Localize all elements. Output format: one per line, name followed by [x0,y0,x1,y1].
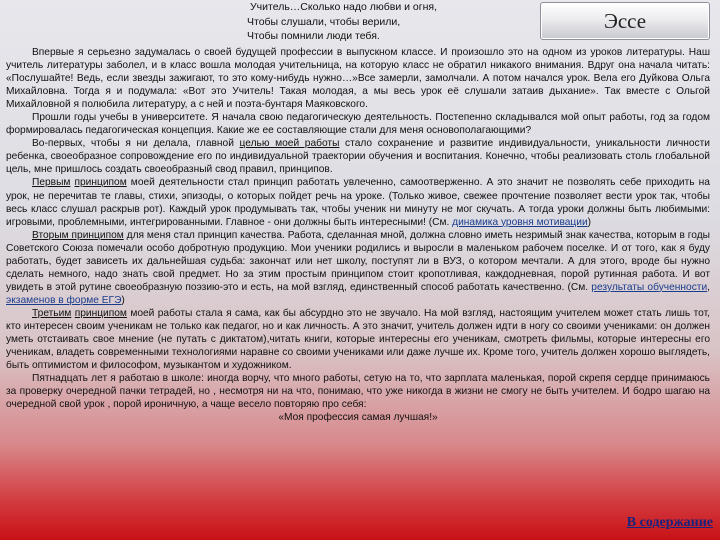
epigraph-line: Чтобы помнили люди тебя. [247,30,380,42]
paragraph-conclusion: Пятнадцать лет я работаю в школе: иногда ворчу, что много работы, сетую на то, что зарплата маленькая, порой скрепя сердце принимаюсь за проверку очередной пачки тетрадей, но , несмотря ни на что, понимаю, что уже никогда в жизни не смогу не быть учителем. И бодро шагаю на очередной свой урок , порой ироничную, а чаще весело повторяю про себя: [6,373,710,411]
epigraph [247,0,530,44]
table-of-contents-link[interactable]: В содержание [626,515,713,530]
learning-results-link[interactable]: результаты обученности [591,281,708,293]
essay-title-badge [540,2,710,40]
epigraph-line: Учитель…Сколько надо любви и огня, [250,1,438,13]
closing-quote: «Моя профессия самая лучшая!» [278,412,438,424]
paragraph-goal: Во-первых, чтобы я ни делала, главной целью моей работы стало сохранение и развитие индивидуальности, уникальности личности ребенка, своеобразное сопровождение его по индивидуальной траектории обучения и воспитания. Конечно, чтобы реализовать столь глобальной цель, мне пришлось создать своеобразный свод правил, принципов. [6,138,710,176]
essay-body [6,46,710,424]
ege-exam-results-link[interactable]: экзаменов в форме ЕГЭ [6,294,122,306]
paragraph-university: Прошли годы учебы в университете. Я начала свою педагогическую деятельность. Постепенно складывался мой опыт работы, год за годом формировалась педагогическая концепция. Какие же ее составляющие стали для меня основополагающими? [6,112,710,137]
essay-title: Эссе [603,9,647,33]
goal-highlight: целью моей работы [239,138,340,150]
epigraph-line: Чтобы слушали, чтобы верили, [247,15,401,28]
paragraph-third-principle: Третьим принципом моей работы стала я сама, как бы абсурдно это не звучало. На мой взгляд, настоящим учителем может стать лишь тот, кто интересен своим ученикам не только как педагог, но и как личность. А это значит, учитель должен идти в ногу со своими учениками: он должен уметь отстаивать свое мнение (не путать с диктатом),читать книги, которые интересны его ученикам, смотреть фильмы, которые интересны его ученикам, владеть современными технологиями наравне со своими учениками или даже лучше их. Кроме того, учитель должен хорошо выглядеть, быть оптимистом и философом, музыкантом и художником. [6,307,710,372]
motivation-dynamics-link[interactable]: динамика уровня мотивации [452,216,588,228]
paragraph-first-principle: Первым принципом моей деятельности стал принцип работать увлеченно, самоотверженно. А это значит не позволять себе приходить на урок, не перечитав те главы, стихи, эпизоды, о которых пойдет речь на уроке. (Только живое, свежее прочтение позволяет вести урок так, чтобы весь класс слушал раскрыв рот). Каждый урок продумывать так, чтобы ученик ни минуту не мог скучать. А тогда уроки должны быть любимыми: игровыми, проблемными, интегрированными. Главное - они должны быть интересными! (См. динамика уровня мотивации) [6,177,710,228]
paragraph-second-principle: Вторым принципом для меня стал принцип качества. Работа, сделанная мной, должна словно иметь незримый знак качества, которым в годы Советского Союза помечали особо добротную продукцию. Мои ученики родились и выросли в маленьком рабочем поселке. И от того, как я буду работать, будет зависеть их дальнейшая судьба: закончат или нет школу, поступят ли в ВУЗ, о котором мечтали. А для этого, вроде бы нужно сделать немного, надо знать свой предмет. Но за этим простым принципом стоит кропотливая, каждодневная, порой рутинная работа. И вот увидеть в этой рутине своеобразную поэзию-это и есть, на мой взгляд, единственный способ работать качественно. (См. результаты обученности, экзаменов в форме ЕГЭ) [6,229,710,306]
paragraph-intro: Впервые я серьезно задумалась о своей будущей профессии в выпускном классе. И произошло это на одном из уроков литературы. Наш учитель литературы заболел, и в класс вошла молодая учительница, на которую класс не обратил никакого внимания. Вдруг она начала читать: «Послушайте! Ведь, если звезды зажигают, то это кому-нибудь нужно…»Все замерли, замолчали. А потом начался урок. Вела его Дуйкова Ольга Михайловна. Тогда я и подумала: «Вот это Учитель! Такая молодая, а мы весь урок её слушали затаив дыхание». Так вместе с Ольгой Михайловной я полюбила литературу, а с ней и поэта-бунтаря Маяковского. [6,47,710,111]
